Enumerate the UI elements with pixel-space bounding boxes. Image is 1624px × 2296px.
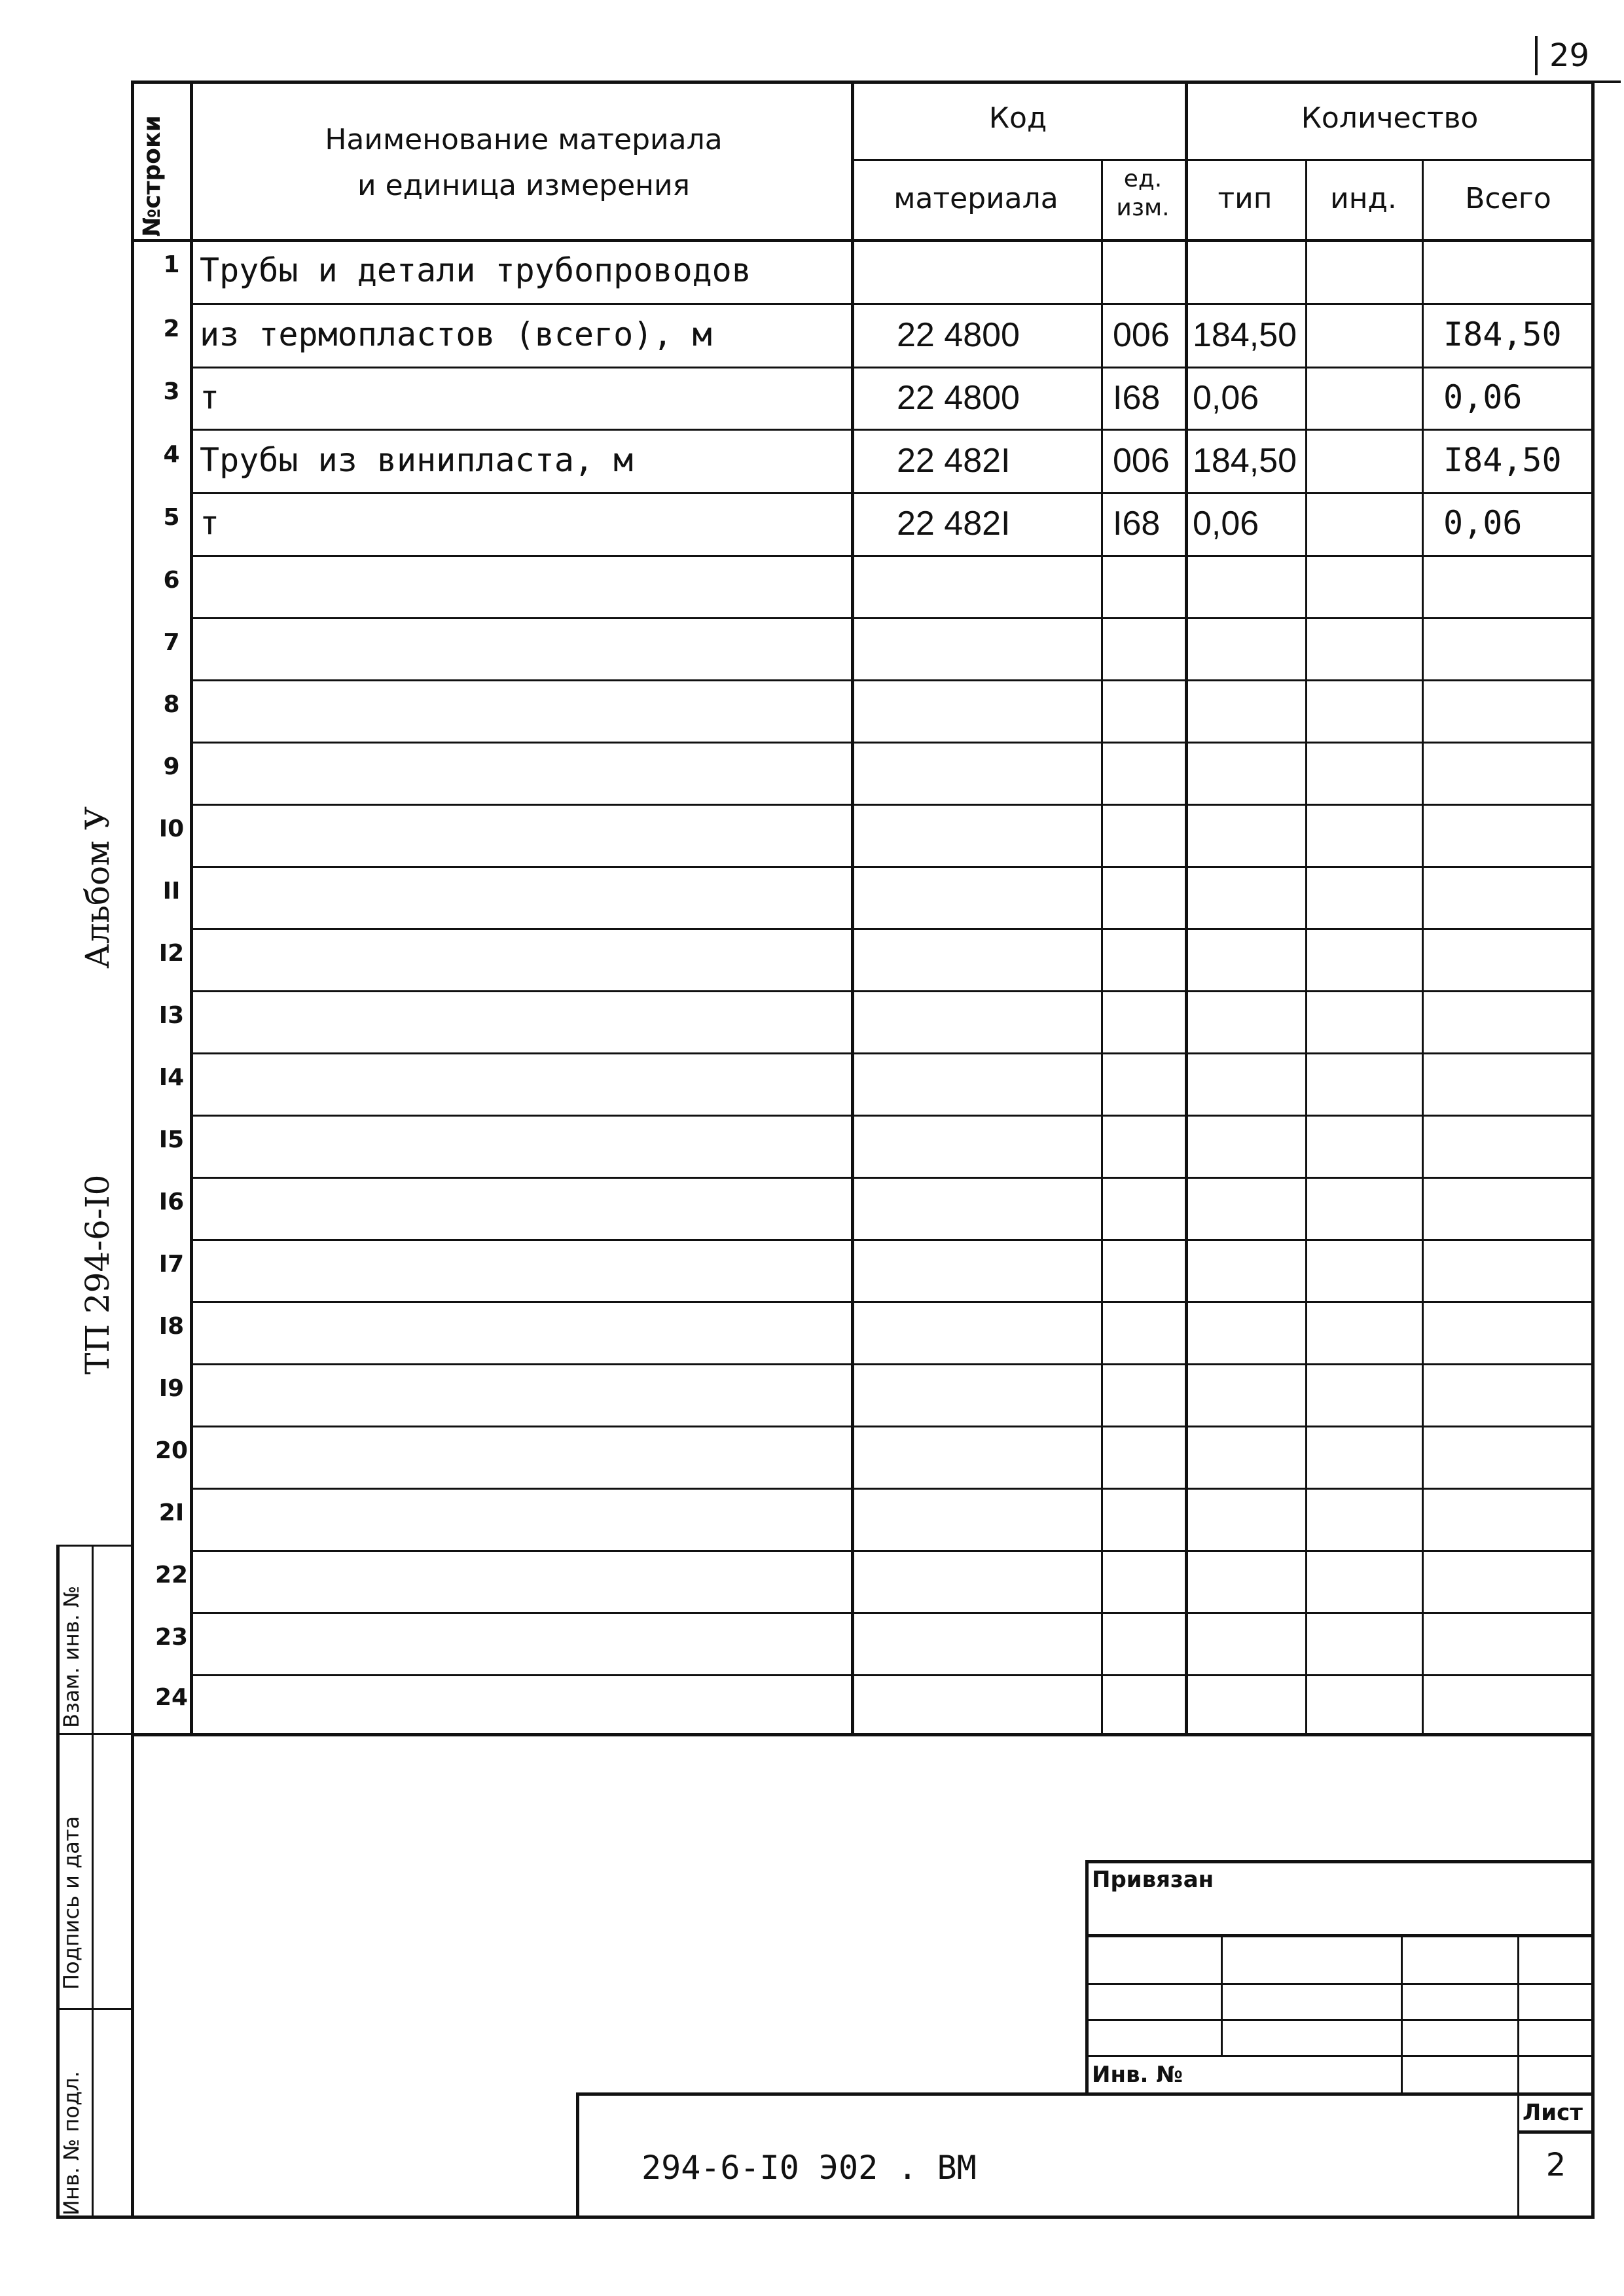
- row-separator: [190, 866, 1595, 868]
- table-bottom-line: [131, 1733, 1595, 1736]
- vzam-inv-label: Взам. инв. №: [59, 1585, 84, 1728]
- row-qty-total: I84,50: [1443, 315, 1562, 353]
- row-number: I3: [158, 1001, 185, 1029]
- project-code: ТП 294-6-I0: [79, 1174, 117, 1374]
- row-qty-total: 0,06: [1443, 378, 1523, 416]
- row-number: I2: [158, 939, 185, 967]
- inv-no-label: Инв. №: [1092, 2062, 1183, 2088]
- row-separator: [190, 990, 1595, 992]
- privyazan-label: Привязан: [1092, 1867, 1214, 1893]
- row-material-code: 22 4800: [897, 378, 1020, 417]
- row-separator: [190, 1177, 1595, 1179]
- row-number: I0: [158, 815, 185, 842]
- row-number: I8: [158, 1312, 185, 1340]
- row-number: 20: [154, 1437, 189, 1464]
- row-separator: [190, 804, 1595, 806]
- list-label: Лист: [1523, 2100, 1583, 2126]
- row-number: 1: [163, 251, 180, 278]
- row-number: 6: [163, 566, 180, 594]
- row-qty-type: 0,06: [1193, 505, 1259, 543]
- lower-frame-right: [1591, 1733, 1595, 2219]
- header-qty-group: Количество: [1301, 101, 1479, 135]
- header-sub-line: [851, 159, 1595, 161]
- row-unit-code: I68: [1113, 505, 1161, 543]
- header-qty-type: тип: [1218, 182, 1272, 215]
- podpis-data-label: Подпись и дата: [59, 1816, 84, 1990]
- row-number: I4: [158, 1064, 185, 1091]
- row-separator: [190, 1239, 1595, 1241]
- row-unit-code: 006: [1113, 441, 1170, 480]
- row-separator: [190, 1115, 1595, 1117]
- row-separator: [190, 617, 1595, 619]
- row-separator: [190, 1363, 1595, 1365]
- row-separator: [190, 303, 1595, 305]
- row-number: 8: [163, 691, 180, 718]
- row-number: 22: [154, 1561, 189, 1588]
- row-material-code: 22 482I: [897, 441, 1011, 480]
- header-qty-ind: инд.: [1330, 182, 1397, 215]
- col-line-code: [1101, 159, 1103, 1736]
- row-separator: [190, 1488, 1595, 1490]
- row-separator: [190, 1426, 1595, 1427]
- row-number: 4: [163, 440, 180, 468]
- header-bottom-line: [131, 239, 1595, 242]
- row-separator: [190, 555, 1595, 557]
- row-number: I5: [158, 1126, 185, 1153]
- row-material-code: 22 482I: [897, 505, 1011, 543]
- row-number: II: [162, 877, 181, 905]
- row-material-name: Трубы из винипласта, м: [200, 440, 634, 479]
- col-line-ind: [1422, 159, 1424, 1736]
- row-number: 9: [163, 753, 180, 780]
- row-separator: [190, 1550, 1595, 1552]
- row-qty-type: 0,06: [1193, 378, 1259, 417]
- row-number: 2I: [158, 1499, 185, 1526]
- row-number: 5: [163, 504, 180, 531]
- row-material-name: из термопластов (всего), м: [200, 315, 712, 353]
- row-material-name: т: [200, 378, 220, 416]
- row-qty-total: 0,06: [1443, 504, 1523, 542]
- row-qty-type: 184,50: [1193, 315, 1297, 354]
- side-stamp-mid-line: [92, 1545, 94, 2219]
- row-separator: [190, 1301, 1595, 1303]
- row-qty-total: I84,50: [1443, 440, 1562, 479]
- row-number: I6: [158, 1188, 185, 1215]
- row-unit-code: I68: [1113, 378, 1161, 417]
- album-label: Альбом У: [79, 806, 117, 969]
- privyazan-col-2: [1401, 1934, 1403, 2092]
- inv-podl-label: Инв. № подл.: [59, 2071, 84, 2215]
- doc-block-top: [576, 2092, 1595, 2096]
- row-separator: [190, 1052, 1595, 1054]
- col-line-type: [1305, 159, 1307, 1736]
- row-separator: [190, 742, 1595, 744]
- lower-frame-bottom: [56, 2215, 1595, 2219]
- row-separator: [190, 429, 1595, 431]
- row-unit-code: 006: [1113, 315, 1170, 354]
- header-unit-line1: ед.: [1123, 166, 1163, 192]
- row-number: I9: [158, 1374, 185, 1402]
- row-separator: [190, 492, 1595, 494]
- header-unit-line2: изм.: [1116, 194, 1170, 221]
- header-name-line1: Наименование материала: [325, 123, 723, 156]
- privyazan-left: [1085, 1860, 1089, 2092]
- row-number: 3: [163, 378, 180, 405]
- header-code-group: Код: [988, 101, 1047, 135]
- row-separator: [190, 367, 1595, 368]
- privyazan-top: [1085, 1860, 1595, 1863]
- row-number: 7: [163, 628, 180, 656]
- header-code-material: материала: [893, 182, 1058, 215]
- row-number: 2: [163, 315, 180, 342]
- row-number: 23: [154, 1623, 189, 1651]
- row-separator: [190, 928, 1595, 930]
- row-material-code: 22 4800: [897, 315, 1020, 354]
- row-separator: [190, 1612, 1595, 1614]
- side-stamp-top-line: [56, 1545, 131, 1547]
- header-qty-total: Всего: [1465, 182, 1551, 215]
- page-number: 29: [1535, 36, 1621, 75]
- row-qty-type: 184,50: [1193, 441, 1297, 480]
- row-number: I7: [158, 1250, 185, 1278]
- side-stamp-line-1: [56, 1733, 131, 1735]
- list-label-line: [1517, 2130, 1595, 2134]
- row-material-name: т: [200, 504, 220, 542]
- document-code: 294-6-I0 Э02 . ВМ: [641, 2149, 977, 2187]
- row-number: 24: [154, 1684, 189, 1711]
- doc-block-left: [576, 2092, 579, 2217]
- side-stamp-line-2: [56, 2008, 131, 2010]
- row-material-name: Трубы и детали трубопроводов: [200, 251, 751, 289]
- row-separator: [190, 679, 1595, 681]
- privyazan-col-1: [1221, 1934, 1223, 2055]
- lower-frame-left: [131, 1733, 134, 2219]
- row-separator: [190, 1674, 1595, 1676]
- header-row-number: №строки: [139, 115, 166, 237]
- header-name-line2: и единица измерения: [357, 169, 691, 202]
- list-value: 2: [1545, 2147, 1566, 2183]
